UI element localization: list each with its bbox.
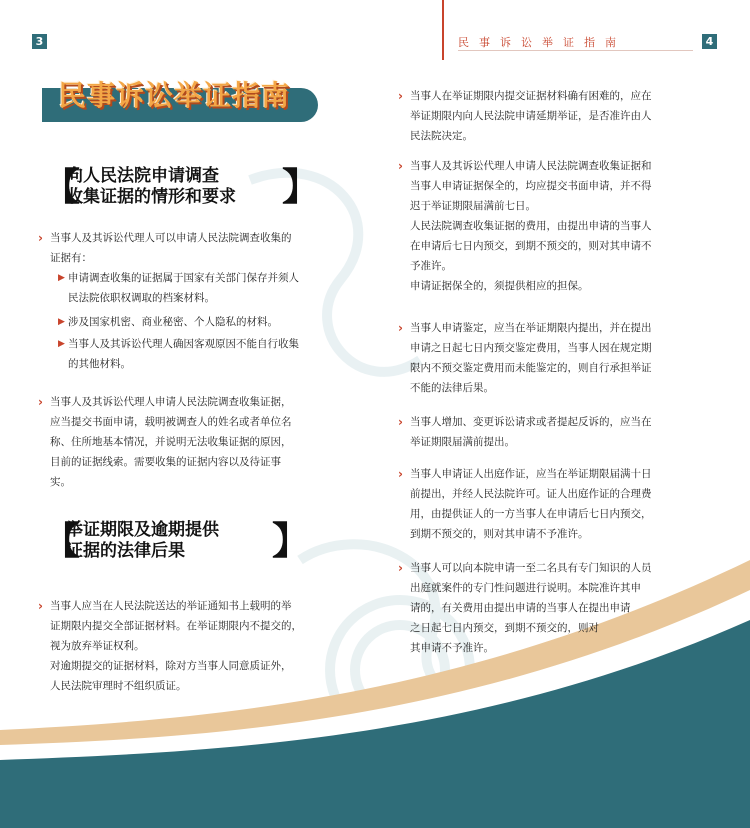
chevron-right-icon: › — [38, 599, 43, 613]
list-item: › 当事人应当在人民法院送达的举证通知书上载明的举 证期限内提交全部证据材料。在举证期限内不提交的， 视为放弃举证权利。 对逾期提交的证据材料，除对方当事人同意质证外， 人民法院审理时不组织质证。 — [38, 596, 302, 696]
chevron-right-icon: › — [398, 561, 403, 575]
list-item: › 当事人申请鉴定，应当在举证期限内提出，并在提出 申请之日起七日内预交鉴定费用，当事人因在规定期 限内不预交鉴定费用而未能鉴定的，则自行承担举证 不能的法律后果。 — [398, 318, 652, 398]
page-number-left: 3 — [32, 34, 47, 49]
chevron-right-icon: › — [398, 159, 403, 173]
section-heading-line: 向人民法院申请调查 — [66, 166, 219, 186]
chevron-right-icon: › — [398, 89, 403, 103]
list-item: › 当事人增加、变更诉讼请求或者提起反诉的，应当在 举证期限届满前提出。 — [398, 412, 652, 452]
list-item: › 当事人申请证人出庭作证，应当在举证期限届满十日 前提出，并经人民法院许可。证人出庭作证的合理费 用，由提供证人的一方当事人在申请后七日内预交， 到期不预交的，则对其申请不予准许。 — [398, 464, 652, 544]
running-title: 民 事 诉 讼 举 证 指 南 — [458, 36, 624, 49]
right-bracket-icon: 】 — [272, 518, 311, 563]
triangle-bullet-icon: ▶ — [58, 339, 65, 349]
sub-list-item: ▶ 申请调查收集的证据属于国家有关部门保存并须人 民法院依职权调取的档案材料。 — [58, 268, 299, 308]
list-item: › 当事人及其诉讼代理人申请人民法院调查收集证据， 应当提交书面申请，载明被调查人的姓名或者单位名 称、住所地基本情况，并说明无法收集证据的原因， 目前的证据线索。需要收集的证据内容以及待证事 实。 — [38, 392, 292, 492]
page-title: 民事诉讼举证指南 — [58, 79, 291, 112]
header-divider — [458, 50, 693, 51]
list-item: › 当事人及其诉讼代理人申请人民法院调查收集证据和 当事人申请证据保全的，均应提交书面申请，并不得 迟于举证期限届满前七日。 人民法院调查收集证据的费用，由提出申请的当事人 在申请后七日内预交，到期不预交的，则对其申请不 予准许。 申请证据保全的，须提供相应的担保。 — [398, 156, 652, 296]
list-item: › 当事人及其诉讼代理人可以申请人民法院调查收集的 证据有： — [38, 228, 292, 268]
chevron-right-icon: › — [398, 415, 403, 429]
chevron-right-icon: › — [398, 467, 403, 481]
right-bracket-icon: 】 — [282, 164, 321, 209]
section-heading-line: 举证期限及逾期提供 — [66, 520, 219, 540]
sub-list-item: ▶ 涉及国家机密、商业秘密、个人隐私的材料。 — [58, 312, 278, 332]
chevron-right-icon: › — [38, 395, 43, 409]
chevron-right-icon: › — [38, 231, 43, 245]
section-heading-investigation — [42, 163, 321, 213]
section-heading-line: 证据的法律后果 — [66, 541, 185, 561]
section-heading-deadline — [42, 517, 312, 567]
triangle-bullet-icon: ▶ — [58, 273, 65, 283]
section-heading-line: 收集证据的情形和要求 — [66, 187, 236, 207]
left-bracket-icon: 【 — [42, 164, 81, 209]
chevron-right-icon: › — [398, 321, 403, 335]
list-item: › 当事人在举证期限内提交证据材料确有困难的，应在 举证期限内向人民法院申请延期举证，是否准许由人 民法院决定。 — [398, 86, 652, 146]
header-accent-line — [442, 0, 444, 60]
sub-list-item: ▶ 当事人及其诉讼代理人确因客观原因不能自行收集 的其他材料。 — [58, 334, 299, 374]
list-item: › 当事人可以向本院申请一至二名具有专门知识的人员 出庭就案件的专门性问题进行说明。本院准许其申 请的，有关费用由提出申请的当事人在提出申请 之日起七日内预交，到期不预交的，则对 其申请不予准许。 — [398, 558, 652, 658]
page-number-right: 4 — [702, 34, 717, 49]
left-bracket-icon: 【 — [42, 518, 81, 563]
triangle-bullet-icon: ▶ — [58, 317, 65, 327]
